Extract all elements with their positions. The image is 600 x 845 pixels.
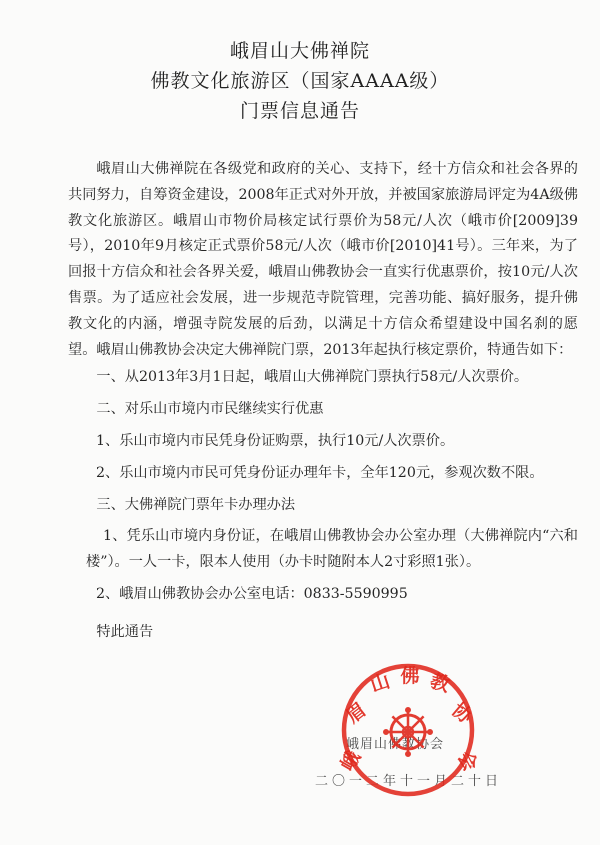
svg-text:佛: 佛 — [400, 665, 420, 687]
svg-text:会: 会 — [453, 747, 482, 775]
svg-text:教: 教 — [427, 669, 453, 697]
item-2-2: 2、乐山市境内市民可凭身份证办理年卡，全年120元，参观次数不限。 — [96, 464, 544, 481]
notice-header — [0, 36, 600, 126]
closing-text: 特此通告 — [96, 623, 154, 640]
item-1: 一、从2013年3月1日起，峨眉山大佛禅院门票执行58元/人次票价。 — [96, 369, 529, 386]
dharma-wheel-icon — [384, 708, 433, 757]
issue-date: 二〇一二年十一月二十日 — [315, 774, 503, 789]
svg-text:眉: 眉 — [342, 698, 371, 728]
item-2-1: 1、乐山市境内市民凭身份证购票，执行10元/人次票价。 — [96, 432, 455, 449]
svg-text:协: 协 — [447, 698, 477, 728]
svg-text:峨: 峨 — [336, 747, 366, 775]
notice-body — [68, 157, 578, 646]
title-line-3: 门票信息通告 — [239, 100, 360, 122]
item-3: 三、大佛禅院门票年卡办理办法 — [96, 496, 296, 513]
title-line-2: 佛教文化旅游区（国家AAAA级） — [150, 70, 450, 92]
item-2: 二、对乐山市境内市民继续实行优惠 — [96, 401, 324, 418]
item-3-1: 1、凭乐山市境内身份证，在峨眉山佛教协会办公室办理（大佛禅院内“六和楼”）。一人一卡，限本人使用（办卡时随附本人2寸彩照1张）。 — [86, 528, 578, 571]
svg-text:山: 山 — [367, 669, 393, 697]
official-seal — [336, 660, 482, 800]
item-3-2: 2、峨眉山佛教协会办公室电话：0833-5590995 — [96, 585, 408, 602]
issuer-signature: 峨眉山佛教协会 — [346, 737, 445, 752]
title-line-1: 峨眉山大佛禅院 — [229, 40, 370, 62]
intro-paragraph: 峨眉山大佛禅院在各级党和政府的关心、支持下，经十方信众和社会各界的共同努力，自筹资金建设，2008年正式对外开放，并被国家旅游局评定为4A级佛教文化旅游区。峨眉山市物价局核定试行票价为58元/人次（峨市价[2009]39号），2010年9月核定正式票价58元/人次（峨市价[2010]41号）。三年来，为了回报十方信众和社会各界关爱，峨眉山佛教协会一直实行优惠票价，按10元/人次售票。为了适应社会发展，进一步规范寺院管理，完善功能、搞好服务，提升佛教文化的内涵，增强寺院发展的后劲，以满足十方信众希望建设中国名刹的愿望。峨眉山佛教协会决定大佛禅院门票，2013年起执行核定票价，特通告如下： — [68, 161, 578, 358]
